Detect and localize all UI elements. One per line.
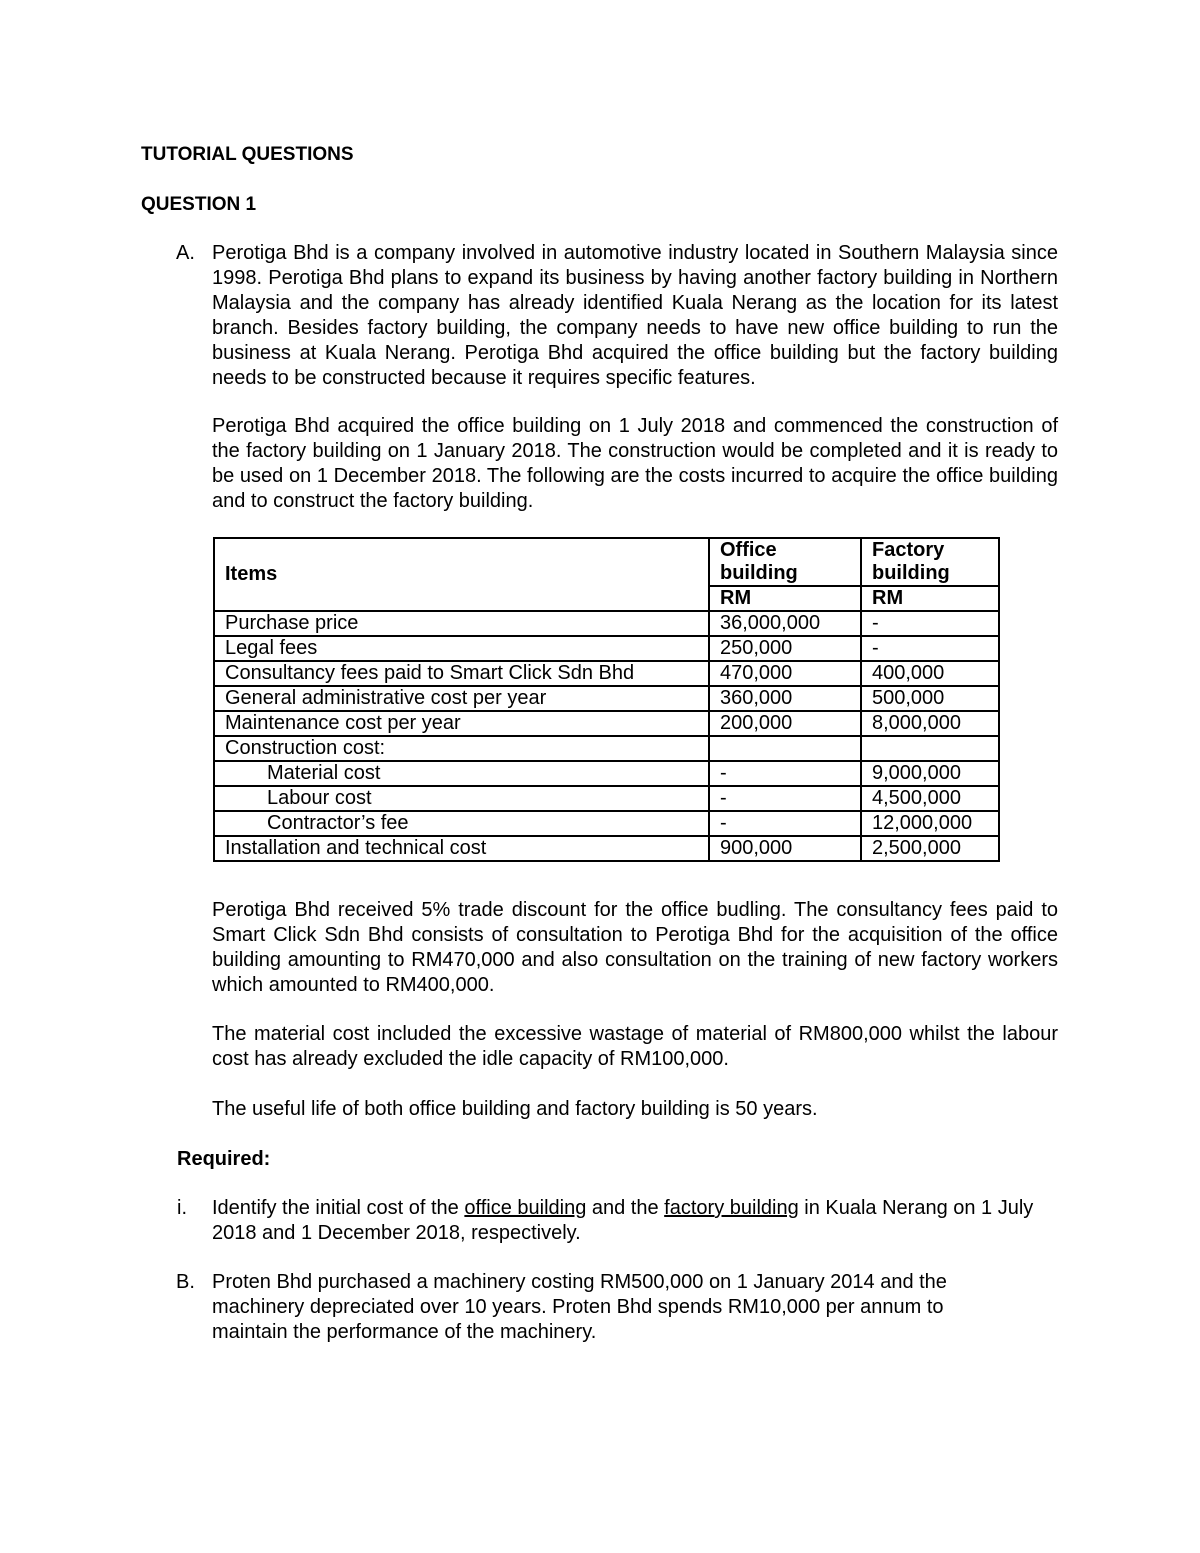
- row-item: Consultancy fees paid to Smart Click Sdn Bhd: [214, 661, 709, 686]
- office-building-underlined: office building: [464, 1197, 587, 1219]
- part-a-paragraph-1: Perotiga Bhd is a company involved in automotive industry located in Southern Malaysia since 1998. Perotiga Bhd plans to expand its business by having another factory building in Northern Malaysia and the company has already identified Kuala Nerang as the location for its latest branch. Besides factory building, the company needs to have new office building to run the business at Kuala Nerang. Perotiga Bhd acquired the office building but the factory building needs to be constructed because it requires specific features.: [212, 242, 1058, 389]
- req-text-after: in Kuala Nerang on 1 July 2018 and 1 December 2018, respectively.: [212, 1197, 1034, 1244]
- row-item: Purchase price: [214, 611, 709, 636]
- row-factory-value: 400,000: [861, 661, 999, 686]
- row-item: Labour cost: [214, 786, 709, 811]
- row-factory-value: 4,500,000: [861, 786, 999, 811]
- row-factory-value: 12,000,000: [861, 811, 999, 836]
- table-row: [214, 661, 999, 686]
- row-factory-value: 9,000,000: [861, 761, 999, 786]
- table-row: [214, 636, 999, 661]
- header-factory-building: Factory building: [861, 538, 999, 586]
- row-office-value: 250,000: [709, 636, 861, 661]
- table-row: [214, 711, 999, 736]
- row-item: General administrative cost per year: [214, 686, 709, 711]
- header-office-building: Office building: [709, 538, 861, 586]
- row-item: Material cost: [214, 761, 709, 786]
- req-text-before: Identify the initial cost of the: [212, 1197, 465, 1219]
- row-item: Maintenance cost per year: [214, 711, 709, 736]
- row-item: Construction cost:: [214, 736, 709, 761]
- question-heading: QUESTION 1: [141, 194, 257, 215]
- table-row: [214, 836, 999, 861]
- part-b-text: Proten Bhd purchased a machinery costing RM500,000 on 1 January 2014 and the machinery depreciated over 10 years. Proten Bhd spends RM10,000 per annum to maintain the performance of the machinery.: [212, 1271, 947, 1343]
- costs-table: [213, 537, 1000, 862]
- part-b-label: B.: [176, 1271, 195, 1293]
- part-a-label: A.: [176, 242, 195, 264]
- table-row: [214, 786, 999, 811]
- part-a-paragraph-3: Perotiga Bhd received 5% trade discount for the office budling. The consultancy fees paid to Smart Click Sdn Bhd consists of consultation to Perotiga Bhd for the acquisition of the office building amounting to RM470,000 and also consultation on the training of new factory workers which amounted to RM400,000.: [212, 899, 1058, 996]
- row-factory-value: [861, 736, 999, 761]
- row-factory-value: -: [861, 636, 999, 661]
- table-row: [214, 761, 999, 786]
- factory-building-underlined: factory building: [664, 1197, 799, 1219]
- row-factory-value: -: [861, 611, 999, 636]
- table-header-row: [214, 538, 999, 586]
- part-a-paragraph-4: The material cost included the excessive wastage of material of RM800,000 whilst the labour cost has already excluded the idle capacity of RM100,000.: [212, 1023, 1058, 1070]
- row-item: Legal fees: [214, 636, 709, 661]
- row-factory-value: 8,000,000: [861, 711, 999, 736]
- row-factory-value: 500,000: [861, 686, 999, 711]
- row-office-value: -: [709, 761, 861, 786]
- part-a-paragraph-2: Perotiga Bhd acquired the office building on 1 July 2018 and commenced the construction of the factory building on 1 January 2018. The construction would be completed and it is ready to be used on 1 December 2018. The following are the costs incurred to acquire the office building and to construct the factory building.: [212, 415, 1058, 512]
- row-factory-value: 2,500,000: [861, 836, 999, 861]
- part-a-paragraph-5: The useful life of both office building and factory building is 50 years.: [212, 1098, 818, 1120]
- header-items: Items: [214, 538, 709, 611]
- table-row: [214, 736, 999, 761]
- page-title: TUTORIAL QUESTIONS: [141, 144, 354, 165]
- required-item-i-label: i.: [177, 1197, 187, 1219]
- table-row: [214, 811, 999, 836]
- row-office-value: 36,000,000: [709, 611, 861, 636]
- row-office-value: -: [709, 811, 861, 836]
- required-label: Required:: [177, 1148, 271, 1170]
- row-office-value: 470,000: [709, 661, 861, 686]
- row-office-value: 200,000: [709, 711, 861, 736]
- req-text-mid: and the: [586, 1197, 665, 1219]
- row-office-value: 900,000: [709, 836, 861, 861]
- row-office-value: [709, 736, 861, 761]
- table-row: [214, 686, 999, 711]
- row-item: Installation and technical cost: [214, 836, 709, 861]
- row-item: Contractor’s fee: [214, 811, 709, 836]
- table-row: [214, 611, 999, 636]
- row-office-value: -: [709, 786, 861, 811]
- header-factory-unit: RM: [861, 586, 999, 611]
- row-office-value: 360,000: [709, 686, 861, 711]
- required-item-i-text: [212, 1196, 1058, 1246]
- header-office-unit: RM: [709, 586, 861, 611]
